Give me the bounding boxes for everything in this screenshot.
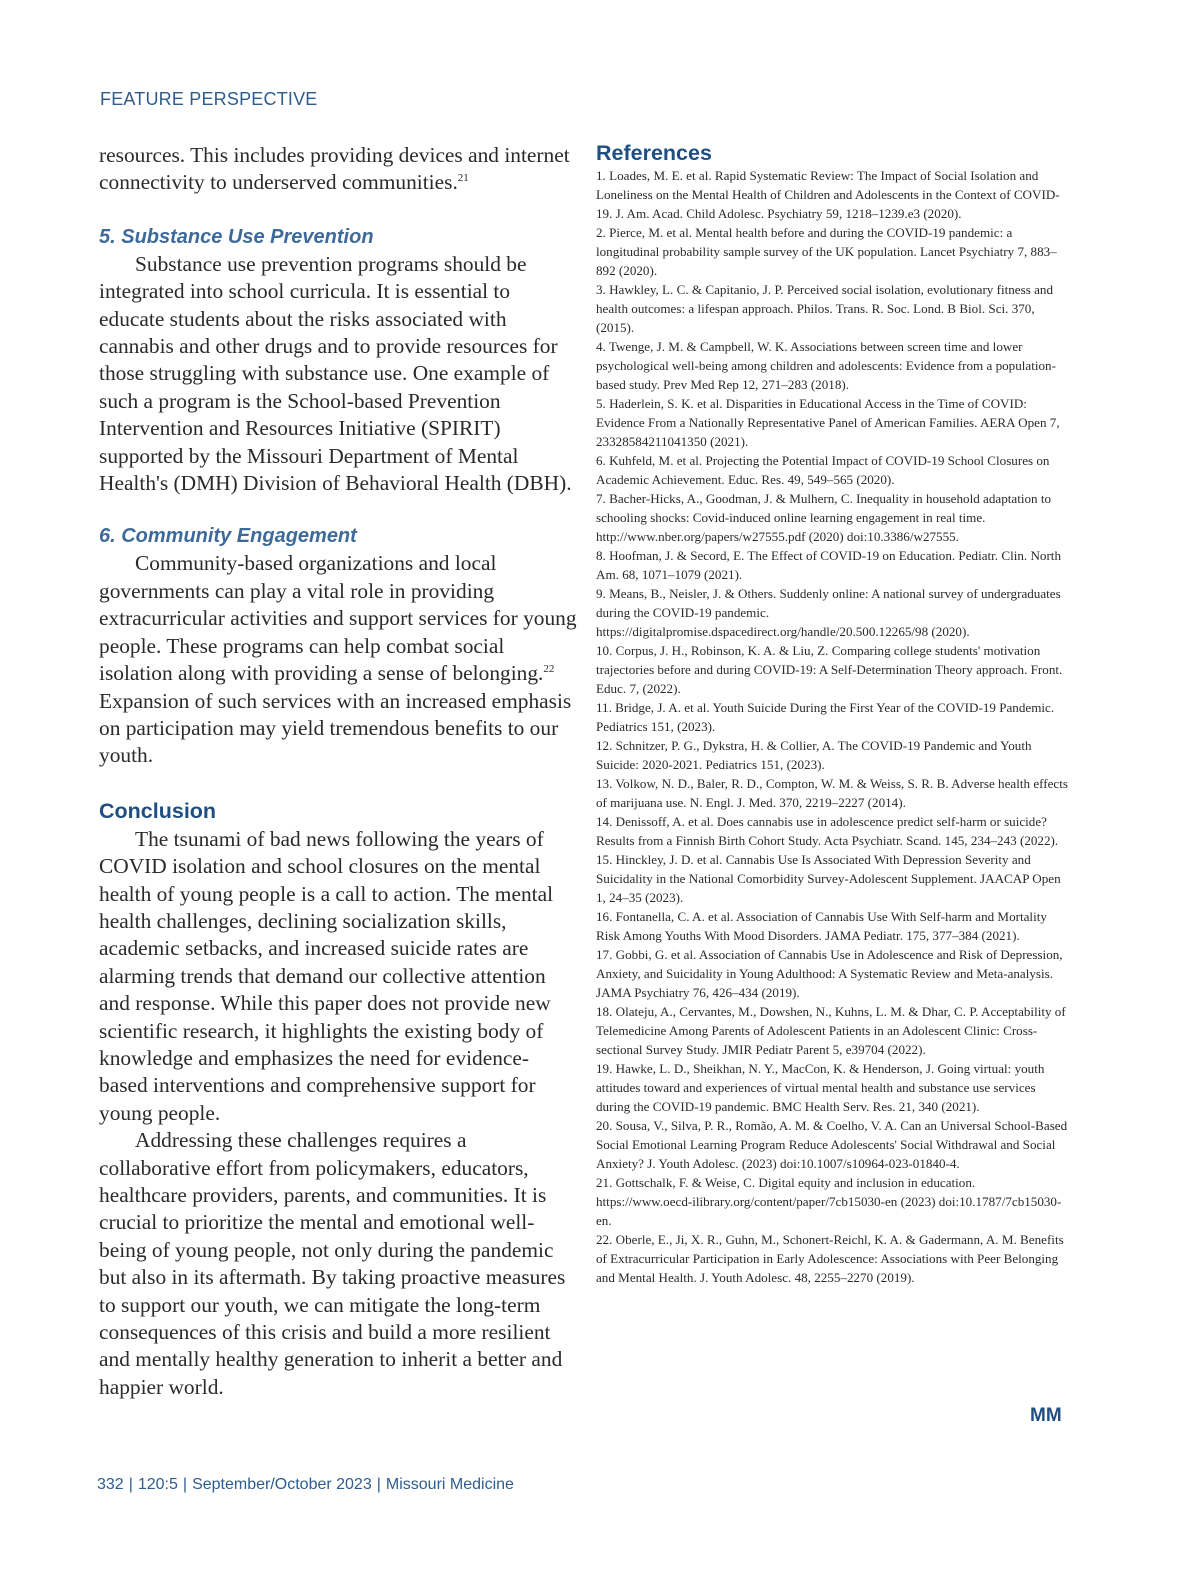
conclusion-heading: Conclusion <box>99 798 217 823</box>
page-number: 332 <box>97 1476 124 1493</box>
reference-item: 15. Hinckley, J. D. et al. Cannabis Use Is Associated With Depression Severity and Suicidality in the National Comorbidity Survey-Adolescent Supplement. JAACAP Open 1, 24–35 (2023). <box>596 852 1061 905</box>
conclusion-paragraph-1: The tsunami of bad news following the years of COVID isolation and school closures on the mental health of young people is a call to action. The mental health challenges, declining socialization skills, academic setbacks, and increased suicide rates are alarming trends that demand our collective attention and response. While this paper does not provide new scientific research, it highlights the existing body of knowledge and emphasizes the need for evidence-based interventions and comprehensive support for young people. <box>99 826 554 1125</box>
section6-text-b: Expansion of such services with an increased emphasis on participation may yield tremendous benefits to our youth. <box>99 688 572 768</box>
end-mark-logo: MM <box>1030 1405 1062 1426</box>
reference-item: 21. Gottschalk, F. & Weise, C. Digital equity and inclusion in education. https://www.oecd-ilibrary.org/content/paper/7cb15030-en (2023) doi:10.1787/7cb15030-en. <box>596 1175 1062 1228</box>
section5-heading: 5. Substance Use Prevention <box>99 225 374 248</box>
references-list <box>596 166 1072 1287</box>
citation-sup: 22 <box>543 663 555 676</box>
reference-item: 4. Twenge, J. M. & Campbell, W. K. Associations between screen time and lower psychological well-being among children and adolescents: Evidence from a population-based study. Prev Med Rep 12, 271–283 (2018). <box>596 339 1056 392</box>
footer-separator: | <box>182 1476 188 1493</box>
section-label: FEATURE PERSPECTIVE <box>100 89 318 109</box>
reference-item: 22. Oberle, E., Ji, X. R., Guhn, M., Schonert-Reichl, K. A. & Gadermann, A. M. Benefits of Extracurricular Participation in Early Adolescence: Associations with Peer Belonging and Mental Health. J. Youth Adolesc. 48, 2255–2270 (2019). <box>596 1232 1064 1285</box>
citation-sup: 21 <box>457 172 469 185</box>
journal-name: Missouri Medicine <box>385 1476 514 1493</box>
footer-separator: | <box>128 1476 133 1493</box>
references-column <box>596 140 1072 1287</box>
reference-item: 8. Hoofman, J. & Secord, E. The Effect of COVID-19 on Education. Pediatr. Clin. North Am. 68, 1071–1079 (2021). <box>596 548 1061 582</box>
reference-item: 19. Hawke, L. D., Sheikhan, N. Y., MacCon, K. & Henderson, J. Going virtual: youth attitudes toward and experiences of virtual mental health and substance use services during the COVID-19 pandemic. BMC Health Serv. Res. 21, 340 (2021). <box>596 1061 1045 1114</box>
reference-item: 14. Denissoff, A. et al. Does cannabis use in adolescence predict self-harm or suicide? Results from a Finnish Birth Cohort Study. Acta Psychiatr. Scand. 145, 234–243 (2022). <box>596 814 1059 848</box>
references-heading: References <box>596 141 712 165</box>
page-footer <box>97 1476 514 1494</box>
reference-item: 3. Hawkley, L. C. & Capitanio, J. P. Perceived social isolation, evolutionary fitness and health outcomes: a lifespan approach. Philos. Trans. R. Soc. Lond. B Biol. Sci. 370, (2015). <box>596 282 1053 335</box>
reference-item: 17. Gobbi, G. et al. Association of Cannabis Use in Adolescence and Risk of Depression, Anxiety, and Suicidality in Young Adulthood: A Systematic Review and Meta-analysis. JAMA Psychiatry 76, 426–434 (2019). <box>596 947 1063 1000</box>
section5-paragraph: Substance use prevention programs should be integrated into school curricula. It is essential to educate students about the risks associated with cannabis and other drugs and to provide resources for those struggling with substance use. One example of such a program is the School-based Prevention Intervention and Resources Initiative (SPIRIT) supported by the Missouri Department of Mental Health's (DMH) Division of Behavioral Health (DBH). <box>99 251 572 496</box>
reference-item: 7. Bacher-Hicks, A., Goodman, J. & Mulhern, C. Inequality in household adaptation to schooling shocks: Covid-induced online learning engagement in real time. http://www.nber.org/papers/w27555.pdf (2020) doi:10.3386/w27555. <box>596 491 1052 544</box>
reference-item: 11. Bridge, J. A. et al. Youth Suicide During the First Year of the COVID-19 Pandemic. Pediatrics 151, (2023). <box>596 700 1055 734</box>
reference-item: 2. Pierce, M. et al. Mental health before and during the COVID-19 pandemic: a longitudinal probability sample survey of the UK population. Lancet Psychiatry 7, 883–892 (2020). <box>596 225 1057 278</box>
section6-heading: 6. Community Engagement <box>99 525 357 548</box>
intro-text: resources. This includes providing devices and internet connectivity to underserved communities. <box>99 143 570 195</box>
reference-item: 5. Haderlein, S. K. et al. Disparities in Educational Access in the Time of COVID: Evidence From a Nationally Representative Panel of American Families. AERA Open 7, 23328584211041350 (2021). <box>596 396 1060 449</box>
reference-item: 12. Schnitzer, P. G., Dykstra, H. & Collier, A. The COVID-19 Pandemic and Youth Suicide: 2020-2021. Pediatrics 151, (2023). <box>596 738 1032 772</box>
issue-number: 120:5 <box>137 1476 178 1493</box>
reference-item: 18. Olateju, A., Cervantes, M., Dowshen, N., Kuhns, L. M. & Dhar, C. P. Acceptability of Telemedicine Among Parents of Adolescent Patients in an Adolescent Clinic: Cross-sectional Survey Study. JMIR Pediatr Parent 5, e39704 (2022). <box>596 1004 1066 1057</box>
intro-paragraph <box>99 142 577 197</box>
reference-item: 9. Means, B., Neisler, J. & Others. Suddenly online: A national survey of undergraduates during the COVID-19 pandemic. https://digitalpromise.dspacedirect.org/handle/20.500.12265/98 (2020). <box>596 586 1061 639</box>
conclusion-paragraph-2: Addressing these challenges requires a collaborative effort from policymakers, educators, healthcare providers, parents, and communities. It is crucial to prioritize the mental and emotional well-being of young people, not only during the pandemic but also in its aftermath. By taking proactive measures to support our youth, we can mitigate the long-term consequences of this crisis and build a more resilient and mentally healthy generation to inherit a better and happier world. <box>99 1128 566 1399</box>
reference-item: 13. Volkow, N. D., Baler, R. D., Compton, W. M. & Weiss, S. R. B. Adverse health effects of marijuana use. N. Engl. J. Med. 370, 2219–2227 (2014). <box>596 776 1068 810</box>
footer-separator: | <box>376 1476 381 1493</box>
section6-paragraph <box>99 550 577 769</box>
reference-item: 1. Loades, M. E. et al. Rapid Systematic Review: The Impact of Social Isolation and Loneliness on the Mental Health of Children and Adolescents in the Context of COVID-19. J. Am. Acad. Child Adolesc. Psychiatry 59, 1218–1239.e3 (2020). <box>596 168 1060 221</box>
reference-item: 20. Sousa, V., Silva, P. R., Romão, A. M. & Coelho, V. A. Can an Universal School-Based Social Emotional Learning Program Reduce Adolescents' Social Withdrawal and Social Anxiety? J. Youth Adolesc. (2023) doi:10.1007/s10964-023-01840-4. <box>596 1118 1068 1171</box>
reference-item: 10. Corpus, J. H., Robinson, K. A. & Liu, Z. Comparing college students' motivation trajectories before and during COVID-19: A Self-Determination Theory approach. Front. Educ. 7, (2022). <box>596 643 1063 696</box>
issue-date: September/October 2023 <box>192 1476 372 1493</box>
body-column <box>99 142 577 1401</box>
reference-item: 6. Kuhfeld, M. et al. Projecting the Potential Impact of COVID-19 School Closures on Academic Achievement. Educ. Res. 49, 549–565 (2020). <box>596 453 1050 487</box>
section6-text-a: Community-based organizations and local governments can play a vital role in providing extracurricular activities and support services for young people. These programs can help combat social isolation along with providing a sense of belonging. <box>99 551 577 686</box>
reference-item: 16. Fontanella, C. A. et al. Association of Cannabis Use With Self-harm and Mortality Risk Among Youths With Mood Disorders. JAMA Pediatr. 175, 377–384 (2021). <box>596 909 1047 943</box>
